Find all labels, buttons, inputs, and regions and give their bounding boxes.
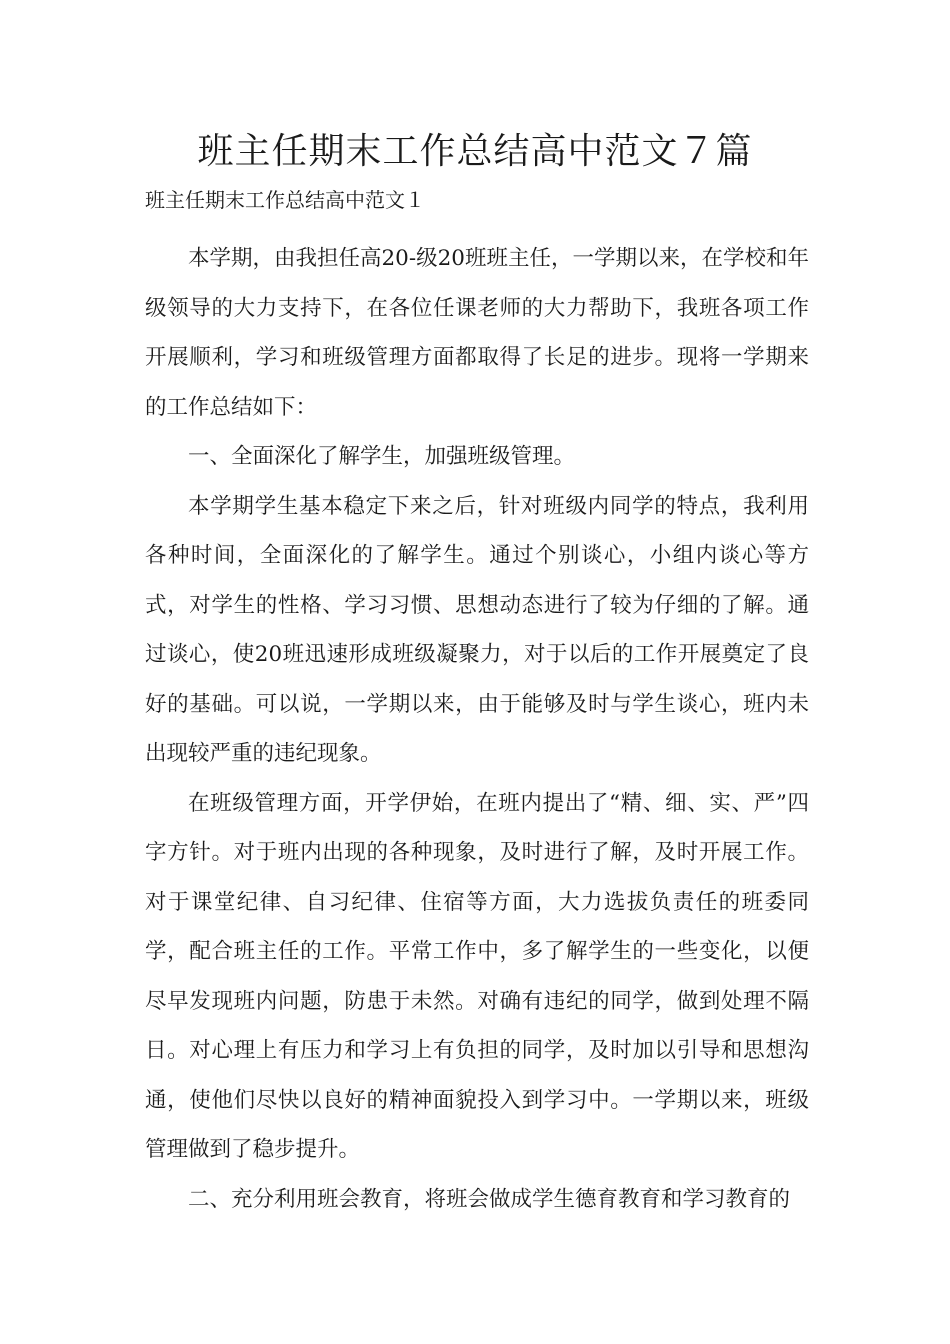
- section-heading-2: 二、充分利用班会教育，将班会做成学生德育教育和学习教育的: [188, 1186, 791, 1212]
- document-body: [145, 234, 809, 1224]
- paragraph-understanding-students: 本学期学生基本稳定下来之后，针对班级内同学的特点，我利用各种时间，全面深化的了解学生。通过个别谈心，小组内谈心等方式，对学生的性格、学习习惯、思想动态进行了较为仔细的了解。通过谈心，使20班迅速形成班级凝聚力，对于以后的工作开展奠定了良好的基础。可以说，一学期以来，由于能够及时与学生谈心，班内未出现较严重的违纪现象。: [145, 493, 809, 766]
- section-heading-1: 一、全面深化了解学生，加强班级管理。: [188, 444, 576, 469]
- document-title: 班主任期末工作总结高中范文７篇: [197, 131, 753, 172]
- paragraph-intro: 本学期，由我担任高20-级20班班主任，一学期以来，在学校和年级领导的大力支持下，在各位任课老师的大力帮助下，我班各项工作开展顺利，学习和班级管理方面都取得了长足的进步。现将一学期来的工作总结如下：: [145, 246, 809, 420]
- paragraph-class-management: 在班级管理方面，开学伊始，在班内提出了“精、细、实、严”四字方针。对于班内出现的各种现象，及时进行了解，及时开展工作。对于课堂纪律、自习纪律、住宿等方面，大力选拔负责任的班委同学，配合班主任的工作。平常工作中，多了解学生的一些变化，以便尽早发现班内问题，防患于未然。对确有违纪的同学，做到处理不隔日。对心理上有压力和学习上有负担的同学，及时加以引导和思想沟通，使他们尽快以良好的精神面貌投入到学习中。一学期以来，班级管理做到了稳步提升。: [145, 790, 809, 1162]
- section-subtitle: 班主任期末工作总结高中范文１: [145, 188, 425, 212]
